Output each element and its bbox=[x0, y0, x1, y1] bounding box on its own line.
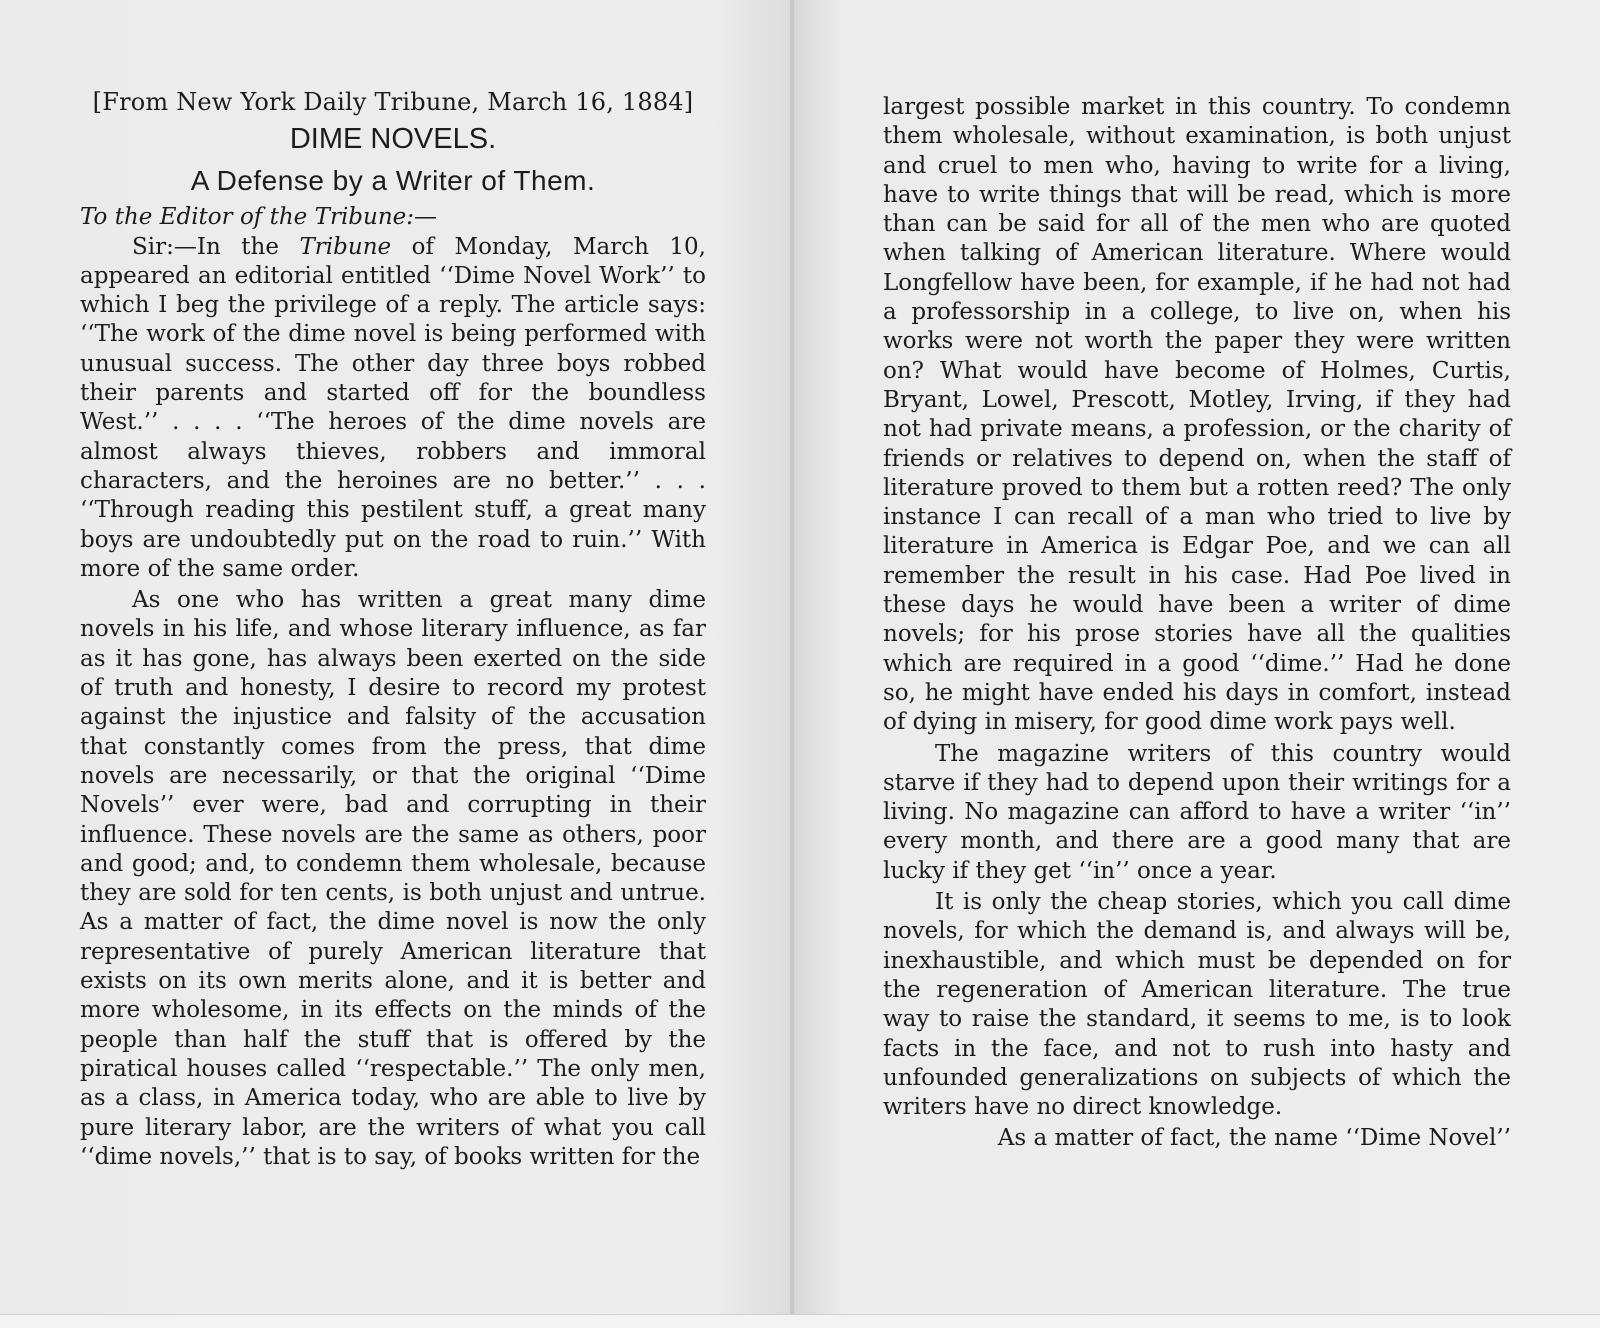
paragraph-continuation: largest possible market in this country. To condemn them wholesale, without examination, is both unjust and cruel to men who, having to write for a living, have to write things that will be read, which is more than can be said for all of the men who are quoted when talking of American literature. Where would Longfellow have been, for example, if he had not had a professorship in a college, to live on, when his works were not worth the paper they were written on? What would have become of Holmes, Curtis, Bryant, Lowel, Prescott, Motley, Irving, if they had not had private means, a profession, or the charity of friends or relatives to depend on, when the staff of literature proved to them but a rotten reed? The only instance I can recall of a man who tried to live by literature in America is Edgar Poe, and we can all remember the result in his case. Had Poe lived in these days he would have been a writer of dime novels; for his prose stories have all the qualities which are required in a good ‘‘dime.’’ Had he done so, he might have ended his days in comfort, instead of dying in misery, for good dime work pays well. bbox=[883, 94, 1511, 736]
paragraph-1-body: of Monday, March 10, appeared an editorial entitled ‘‘Dime Novel Work’’ to which I beg the privilege of a reply. The article says: ‘‘The work of the dime novel is being performed with unusual success. The other day three boys robbed their parents and started off for the boundless West.’’ . . . . ‘‘The heroes of the dime novels are almost always thieves, robbers and immoral characters, and the heroines are no better.’’ . . . ‘‘Through reading this pestilent stuff, a great many boys are undoubtedly put on the road to ruin.’’ With more of the same order. bbox=[80, 233, 706, 582]
paragraph-magazine-writers: The magazine writers of this country would starve if they had to depend upon their writings for a living. No magazine can afford to have a writer ‘‘in’’ every month, and there are a good many that are lucky if they get ‘‘in’’ once a year. bbox=[883, 740, 1511, 884]
source-line: [From New York Daily Tribune, March 16, 1884] bbox=[92, 88, 694, 116]
tribune-italic: Tribune bbox=[299, 233, 392, 260]
paragraph-matter-of-fact: As a matter of fact, the name ‘‘Dime Novel’’ bbox=[997, 1125, 1511, 1152]
article-subheadline: A Defense by a Writer of Them. bbox=[190, 165, 596, 197]
article-headline: DIME NOVELS. bbox=[289, 123, 497, 156]
paragraph-cheap-stories: It is only the cheap stories, which you call dime novels, for which the demand is, and always will be, inexhaustible, and which must be depended on for the regeneration of American literature. The true way to raise the standard, it seems to me, is to look facts in the face, and not to rush into hasty and unfounded generalizations on subjects of which the writers have no direct knowledge. bbox=[883, 889, 1511, 1121]
paragraph-1-lead: Sir:—In the bbox=[132, 233, 300, 260]
page-bottom-edge bbox=[0, 1314, 1600, 1328]
book-gutter bbox=[790, 0, 794, 1327]
right-column bbox=[883, 93, 1511, 1154]
salutation: To the Editor of the Tribune:— bbox=[80, 204, 438, 231]
paragraph-1 bbox=[80, 233, 706, 585]
left-column bbox=[80, 88, 706, 1172]
paragraph-2: As one who has written a great many dime novels in his life, and whose literary influence, as far as it has gone, has always been exerted on the side of truth and honesty, I desire to record my protest against the injustice and falsity of the accusation that constantly comes from the press, that dime novels are necessarily, or that the original ‘‘Dime Novels’’ ever were, bad and corrupting in their influence. These novels are the same as others, poor and good; and, to condemn them wholesale, because they are sold for ten cents, is both unjust and untrue. As a matter of fact, the dime novel is now the only representative of purely American literature that exists on its own merits alone, and it is better and more wholesome, in its effects on the minds of the people than half the stuff that is offered by the piratical houses called ‘‘respectable.’’ The only men, as a class, in America today, who are able to live by pure literary labor, are the writers of what you call ‘‘dime novels,’’ that is to say, of books written for the bbox=[80, 587, 706, 1170]
